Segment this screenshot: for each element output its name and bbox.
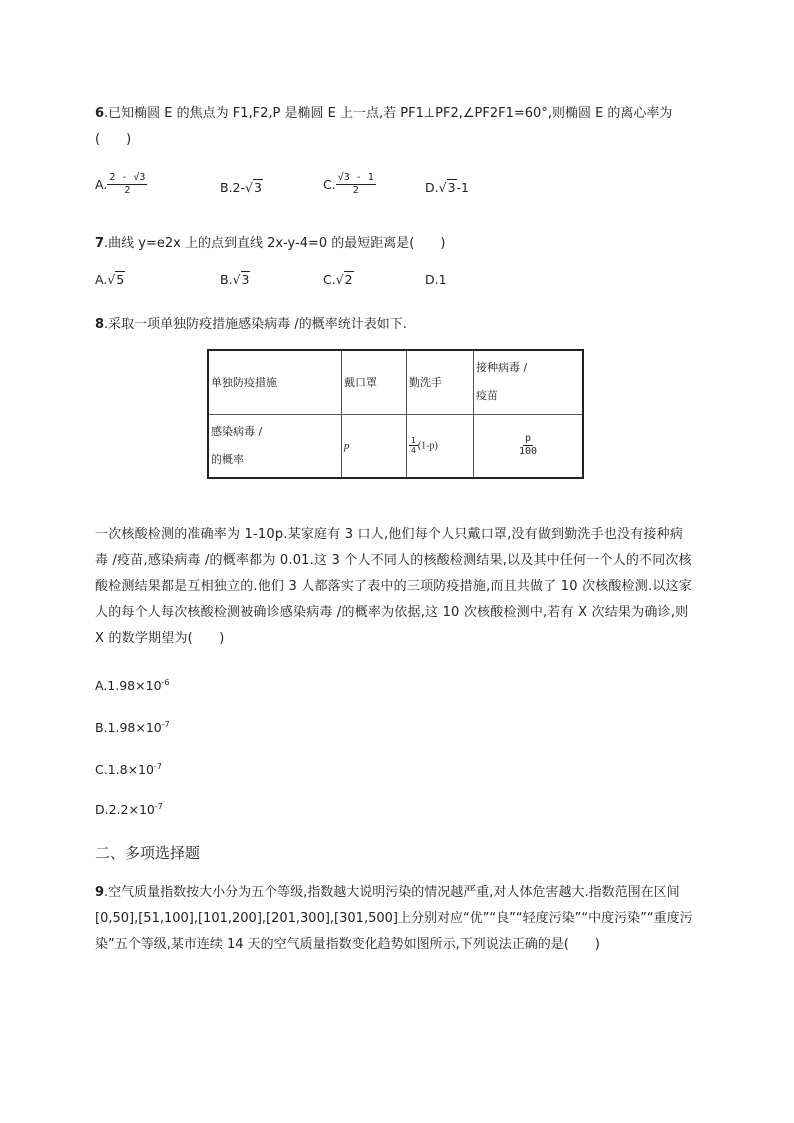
q6-option-b-radicand: 3 <box>253 180 262 195</box>
q8-number: 8 <box>95 317 105 332</box>
table-header-vaccine-line2: 疫苗 <box>476 389 498 403</box>
q7-option-c[interactable] <box>323 272 354 287</box>
table-header-handwash: 勤洗手 <box>407 350 474 414</box>
table-cell-handwash-fraction <box>409 436 418 455</box>
q7-text: .曲线 y=e2x 上的点到直线 2x-y-4=0 的最短距离是( ) <box>104 236 446 251</box>
q8-option-b[interactable] <box>95 720 170 735</box>
q6-option-b-sqrt: √3 <box>245 180 262 195</box>
table-header-vaccine <box>474 350 584 414</box>
table-cell-vaccine-prob <box>474 414 584 478</box>
q8-probability-table <box>207 349 584 479</box>
table-cell-vaccine-numerator: p <box>524 433 532 445</box>
q6-option-a-label: A. <box>95 177 108 192</box>
q6-option-c[interactable] <box>323 172 376 197</box>
q7-number: 7 <box>95 236 105 251</box>
q7-option-a-label: A. <box>95 272 108 287</box>
q7-option-c-sqrt: √2 <box>335 272 353 287</box>
q7-option-c-label: C. <box>323 272 336 287</box>
q6-option-c-fraction <box>336 172 376 197</box>
q8-option-c[interactable] <box>95 762 162 777</box>
table-cell-handwash-numerator: 1 <box>411 436 416 446</box>
q9-number: 9 <box>95 885 105 900</box>
q6-stem <box>95 102 672 121</box>
q8-option-c-exponent: -7 <box>153 762 162 771</box>
table-cell-handwash-denominator: 4 <box>411 446 416 456</box>
table-cell-vaccine-fraction <box>517 433 539 458</box>
q7-option-a[interactable] <box>95 272 125 287</box>
table-row <box>208 350 583 414</box>
q8-option-a-exponent: -6 <box>161 678 170 687</box>
q7-option-b-sqrt: √3 <box>232 272 250 287</box>
q8-option-a-text: A.1.98×10 <box>95 678 162 694</box>
q6-option-c-denominator: 2 <box>352 185 359 196</box>
q7-option-b-label: B. <box>220 272 233 287</box>
table-cell-handwash-tail: (1-p) <box>417 440 438 452</box>
q7-option-b[interactable] <box>220 272 250 287</box>
q7-option-d[interactable]: D.1 <box>425 272 447 287</box>
table-row-label-line2: 的概率 <box>211 452 244 466</box>
q6-option-d[interactable] <box>425 180 469 195</box>
q6-text: .已知椭圆 E 的焦点为 F1,F2,P 是椭圆 E 上一点,若 PF1⊥PF2,∠PF2F1=60°,则椭圆 E 的离心率为 <box>104 106 673 121</box>
q6-option-c-numerator: √3 - 1 <box>337 172 374 183</box>
q8-text: .采取一项单独防疫措施感染病毒 /的概率统计表如下. <box>104 317 407 332</box>
table-cell-mask-value: p <box>344 440 350 453</box>
q9-text: .空气质量指数按大小分为五个等级,指数越大说明污染的情况越严重,对人体危害越大.指数范围在区间[0,50],[51,100],[101,200],[201,300],[301,500]上分别对应“优”“良”“轻度污染”“中度污染”“重度污染”五个等级,某市连续 14 天的空气质量指数变化趋势如图所示,下列说法正确的是( ) <box>95 885 693 952</box>
q8-option-d[interactable] <box>95 802 163 817</box>
q6-option-a[interactable] <box>95 172 147 197</box>
q8-option-d-exponent: -7 <box>154 802 163 811</box>
q6-option-d-label: D. <box>425 180 439 195</box>
q8-option-d-text: D.2.2×10 <box>95 802 155 818</box>
q9-paragraph <box>95 880 695 958</box>
q6-option-a-fraction <box>107 172 147 197</box>
q7-option-b-radicand: 3 <box>241 272 250 287</box>
q7-option-a-sqrt: √5 <box>107 272 125 287</box>
table-header-measure: 单独防疫措施 <box>208 350 342 414</box>
table-row-label-line1: 感染病毒 / <box>211 424 263 438</box>
q8-paragraph: 一次核酸检测的准确率为 1-10p.某家庭有 3 口人,他们每个人只戴口罩,没有做到勤洗手也没有接种病毒 /疫苗,感染病毒 /的概率都为 0.01.这 3 个人不同人的核酸检测结果,以及其中任何一个人的不同次核酸检测结果都是互相独立的.他们 3 人都落实了表中的三项防疫措施,而且共做了 10 次核酸检测.以这家人的每个人每次核酸检测被确诊感染病毒 /的概率为依据,这 10 次核酸检测中,若有 X 次结果为确诊,则 X 的数学期望为( ) <box>95 527 692 646</box>
q6-option-d-sqrt: √3 <box>438 180 456 195</box>
q8-option-c-text: C.1.8×10 <box>95 762 154 778</box>
q6-option-d-tail: -1 <box>456 180 469 195</box>
table-row <box>208 414 583 478</box>
q8-option-a[interactable] <box>95 678 170 693</box>
table-header-vaccine-line1: 接种病毒 / <box>476 361 528 375</box>
q8-option-b-text: B.1.98×10 <box>95 720 162 736</box>
q6-option-b-label: B.2- <box>220 180 246 195</box>
q6-option-a-numerator: 2 - √3 <box>109 172 146 183</box>
table-cell-vaccine-denominator: 100 <box>518 446 538 458</box>
table-row-label <box>208 414 342 478</box>
table-cell-mask-prob <box>342 414 407 478</box>
q8-option-b-exponent: -7 <box>161 720 170 729</box>
q7-stem <box>95 232 445 251</box>
q6-paren: ( ) <box>95 132 132 147</box>
q8-stem <box>95 313 407 332</box>
q6-option-b[interactable] <box>220 180 263 195</box>
table-header-mask: 戴口罩 <box>342 350 407 414</box>
table-cell-handwash-prob <box>407 414 474 478</box>
q6-number: 6 <box>95 106 105 121</box>
q6-option-a-denominator: 2 <box>124 185 131 196</box>
q6-option-c-label: C. <box>323 177 336 192</box>
q7-option-c-radicand: 2 <box>344 272 353 287</box>
q7-option-a-radicand: 5 <box>116 272 125 287</box>
q6-option-d-radicand: 3 <box>447 180 456 195</box>
section-title: 二、多项选择题 <box>95 844 201 862</box>
